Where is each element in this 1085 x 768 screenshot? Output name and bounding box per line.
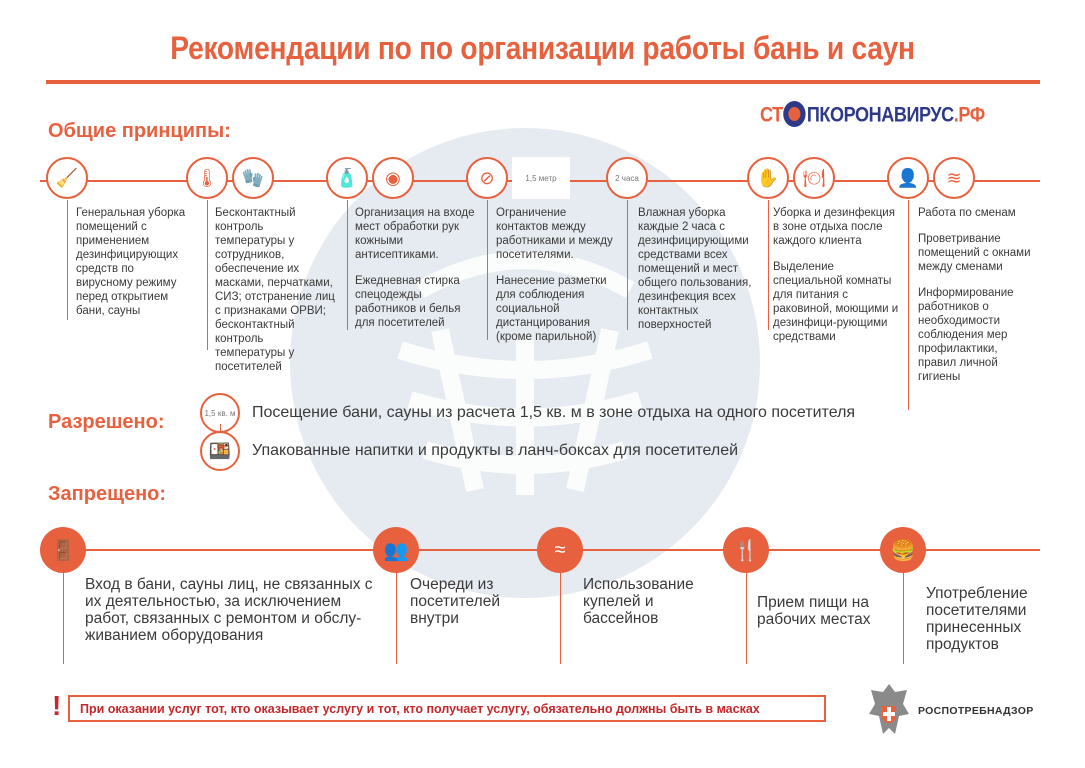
dining-icon: 🍽	[793, 157, 835, 199]
logo-text-part1: СТ	[760, 103, 783, 127]
principle-7-line	[908, 200, 909, 410]
spray-label: 2 часа	[615, 173, 639, 183]
allowed-text-2: Упакованные напитки и продукты в ланч-боксах для посетителей	[252, 442, 739, 459]
principle-6-p2: Выделение специальной комнаты для питания с раковиной, моющими и дезинфици-рующими средствами	[773, 261, 899, 343]
section-principles: Общие принципы:	[48, 120, 231, 142]
principle-6-text	[773, 206, 903, 344]
principle-1-text	[76, 206, 186, 318]
principle-4-icons	[466, 157, 570, 199]
principle-1-icons	[46, 157, 88, 199]
forbidden-text-5: Употребление посетителями принесенных продуктов	[926, 585, 1028, 653]
principle-5-text	[638, 206, 763, 332]
area-label: 1,5 кв. м	[204, 408, 236, 418]
principle-3-p2: Ежедневная стирка спецодежды работников и белья для посетителей	[355, 275, 461, 329]
mask-notice	[68, 695, 826, 722]
forbidden-text-2: Очереди из посетителей внутри	[410, 576, 500, 627]
stopcoronavirus-logo	[760, 103, 985, 129]
virus-icon	[784, 101, 806, 127]
logo-text-part3: .РФ	[953, 103, 985, 127]
principle-3-text	[355, 206, 480, 330]
principle-5-line	[627, 200, 628, 330]
distance-icon	[512, 157, 570, 199]
ventilation-icon: ≋	[933, 157, 975, 199]
forbidden-5-line	[903, 572, 904, 664]
principle-3-line	[347, 200, 348, 330]
forbidden-1-line	[63, 572, 64, 664]
principle-2-p1: Бесконтактный контроль температуры у сотрудников, обеспечение их масками, перчатками, СИЗ; отстранение лиц с признаками ОРВИ; бесконтактный контроль температуры у посетителей	[215, 207, 335, 373]
principle-2-icons	[186, 157, 274, 199]
warning-icon: !	[52, 690, 62, 721]
principle-4-p2: Нанесение разметки для соблюдения социальной дистанцирования (кроме парильной)	[496, 275, 607, 343]
section-forbidden: Запрещено:	[48, 483, 167, 505]
pool-icon: ≈	[537, 527, 583, 573]
allowed-item-1	[200, 398, 855, 428]
washing-machine-icon: ◉	[372, 157, 414, 199]
principle-3-p1: Организация на входе мест обработки рук кожными антисептиками.	[355, 207, 475, 261]
allowed-text-1: Посещение бани, сауны из расчета 1,5 кв. м в зоне отдыха на одного посетителя	[252, 404, 856, 421]
principle-1-line	[67, 200, 68, 320]
principle-2-line	[207, 200, 208, 350]
forbidden-2-line	[396, 572, 397, 664]
principle-5-p1: Влажная уборка каждые 2 часа с дезинфицирующими средствами всех помещений и мест общего пользования, дезинфекция всех контактных поверхностей	[638, 207, 752, 331]
principle-4-text	[496, 206, 621, 344]
shift-worker-icon: 👤	[887, 157, 929, 199]
principle-1-p1: Генеральная уборка помещений с применением дезинфицирующих средств по вирусному режиму перед открытием бани, сауны	[76, 207, 186, 317]
section-allowed: Разрешено:	[48, 411, 165, 433]
spray-icon	[606, 157, 648, 199]
principle-6-icons	[747, 157, 835, 199]
principle-7-p3: Информирование работников о необходимости соблюдения мер профилактики, правил личной гигиены	[918, 287, 1014, 383]
coat-of-arms-icon	[865, 680, 913, 740]
agency-name: РОСПОТРЕБНАДЗОР	[918, 705, 1034, 717]
thermometer-icon: 🌡	[186, 157, 228, 199]
forbidden-text-1: Вход в бани, сауны лиц, не связанных с их деятельностью, за исключением работ, связанных с ремонтом и обслу-живанием оборудования	[85, 576, 373, 644]
principle-7-p1: Работа по сменам	[918, 207, 1016, 219]
title-divider	[46, 80, 1040, 84]
principle-6-p1: Уборка и дезинфекция в зоне отдыха после каждого клиента	[773, 207, 895, 247]
page-title: Рекомендации по по организации работы бань и саун	[170, 30, 915, 66]
eating-icon: 🍴	[723, 527, 769, 573]
door-entry-icon: 🚪	[40, 527, 86, 573]
principle-2-text	[215, 206, 335, 374]
principle-5-icons	[606, 157, 648, 199]
principle-3-icons	[326, 157, 414, 199]
cleaning-icon: 🧹	[46, 157, 88, 199]
forbidden-3-line	[560, 572, 561, 664]
principle-4-p1: Ограничение контактов между работниками и между посетителями.	[496, 207, 613, 261]
principle-6-line	[768, 200, 769, 330]
queue-icon: 👥	[373, 527, 419, 573]
principle-7-icons	[887, 157, 975, 199]
sanitizer-icon: 🧴	[326, 157, 368, 199]
forbidden-4-line	[746, 572, 747, 664]
lunchbox-icon: 🍱	[200, 431, 240, 471]
principle-7-p2: Проветривание помещений с окнами между сменами	[918, 233, 1031, 273]
principle-7-text	[918, 206, 1038, 384]
forbidden-text-3: Использование купелей и бассейнов	[583, 576, 694, 627]
mask-notice-text: При оказании услуг тот, кто оказывает услугу и тот, кто получает услугу, обязательно должны быть в масках	[80, 701, 760, 716]
gloves-icon: 🧤	[232, 157, 274, 199]
no-contact-icon: ⊘	[466, 157, 508, 199]
fast-food-icon: 🍔	[880, 527, 926, 573]
wipe-icon: ✋	[747, 157, 789, 199]
allowed-item-2	[200, 436, 738, 466]
principle-4-line	[487, 200, 488, 340]
distance-label: 1,5 метр	[525, 173, 557, 183]
forbidden-text-4: Прием пищи на рабочих местах	[757, 594, 871, 628]
logo-text-part2: ПКОРОНАВИРУС	[806, 103, 954, 127]
